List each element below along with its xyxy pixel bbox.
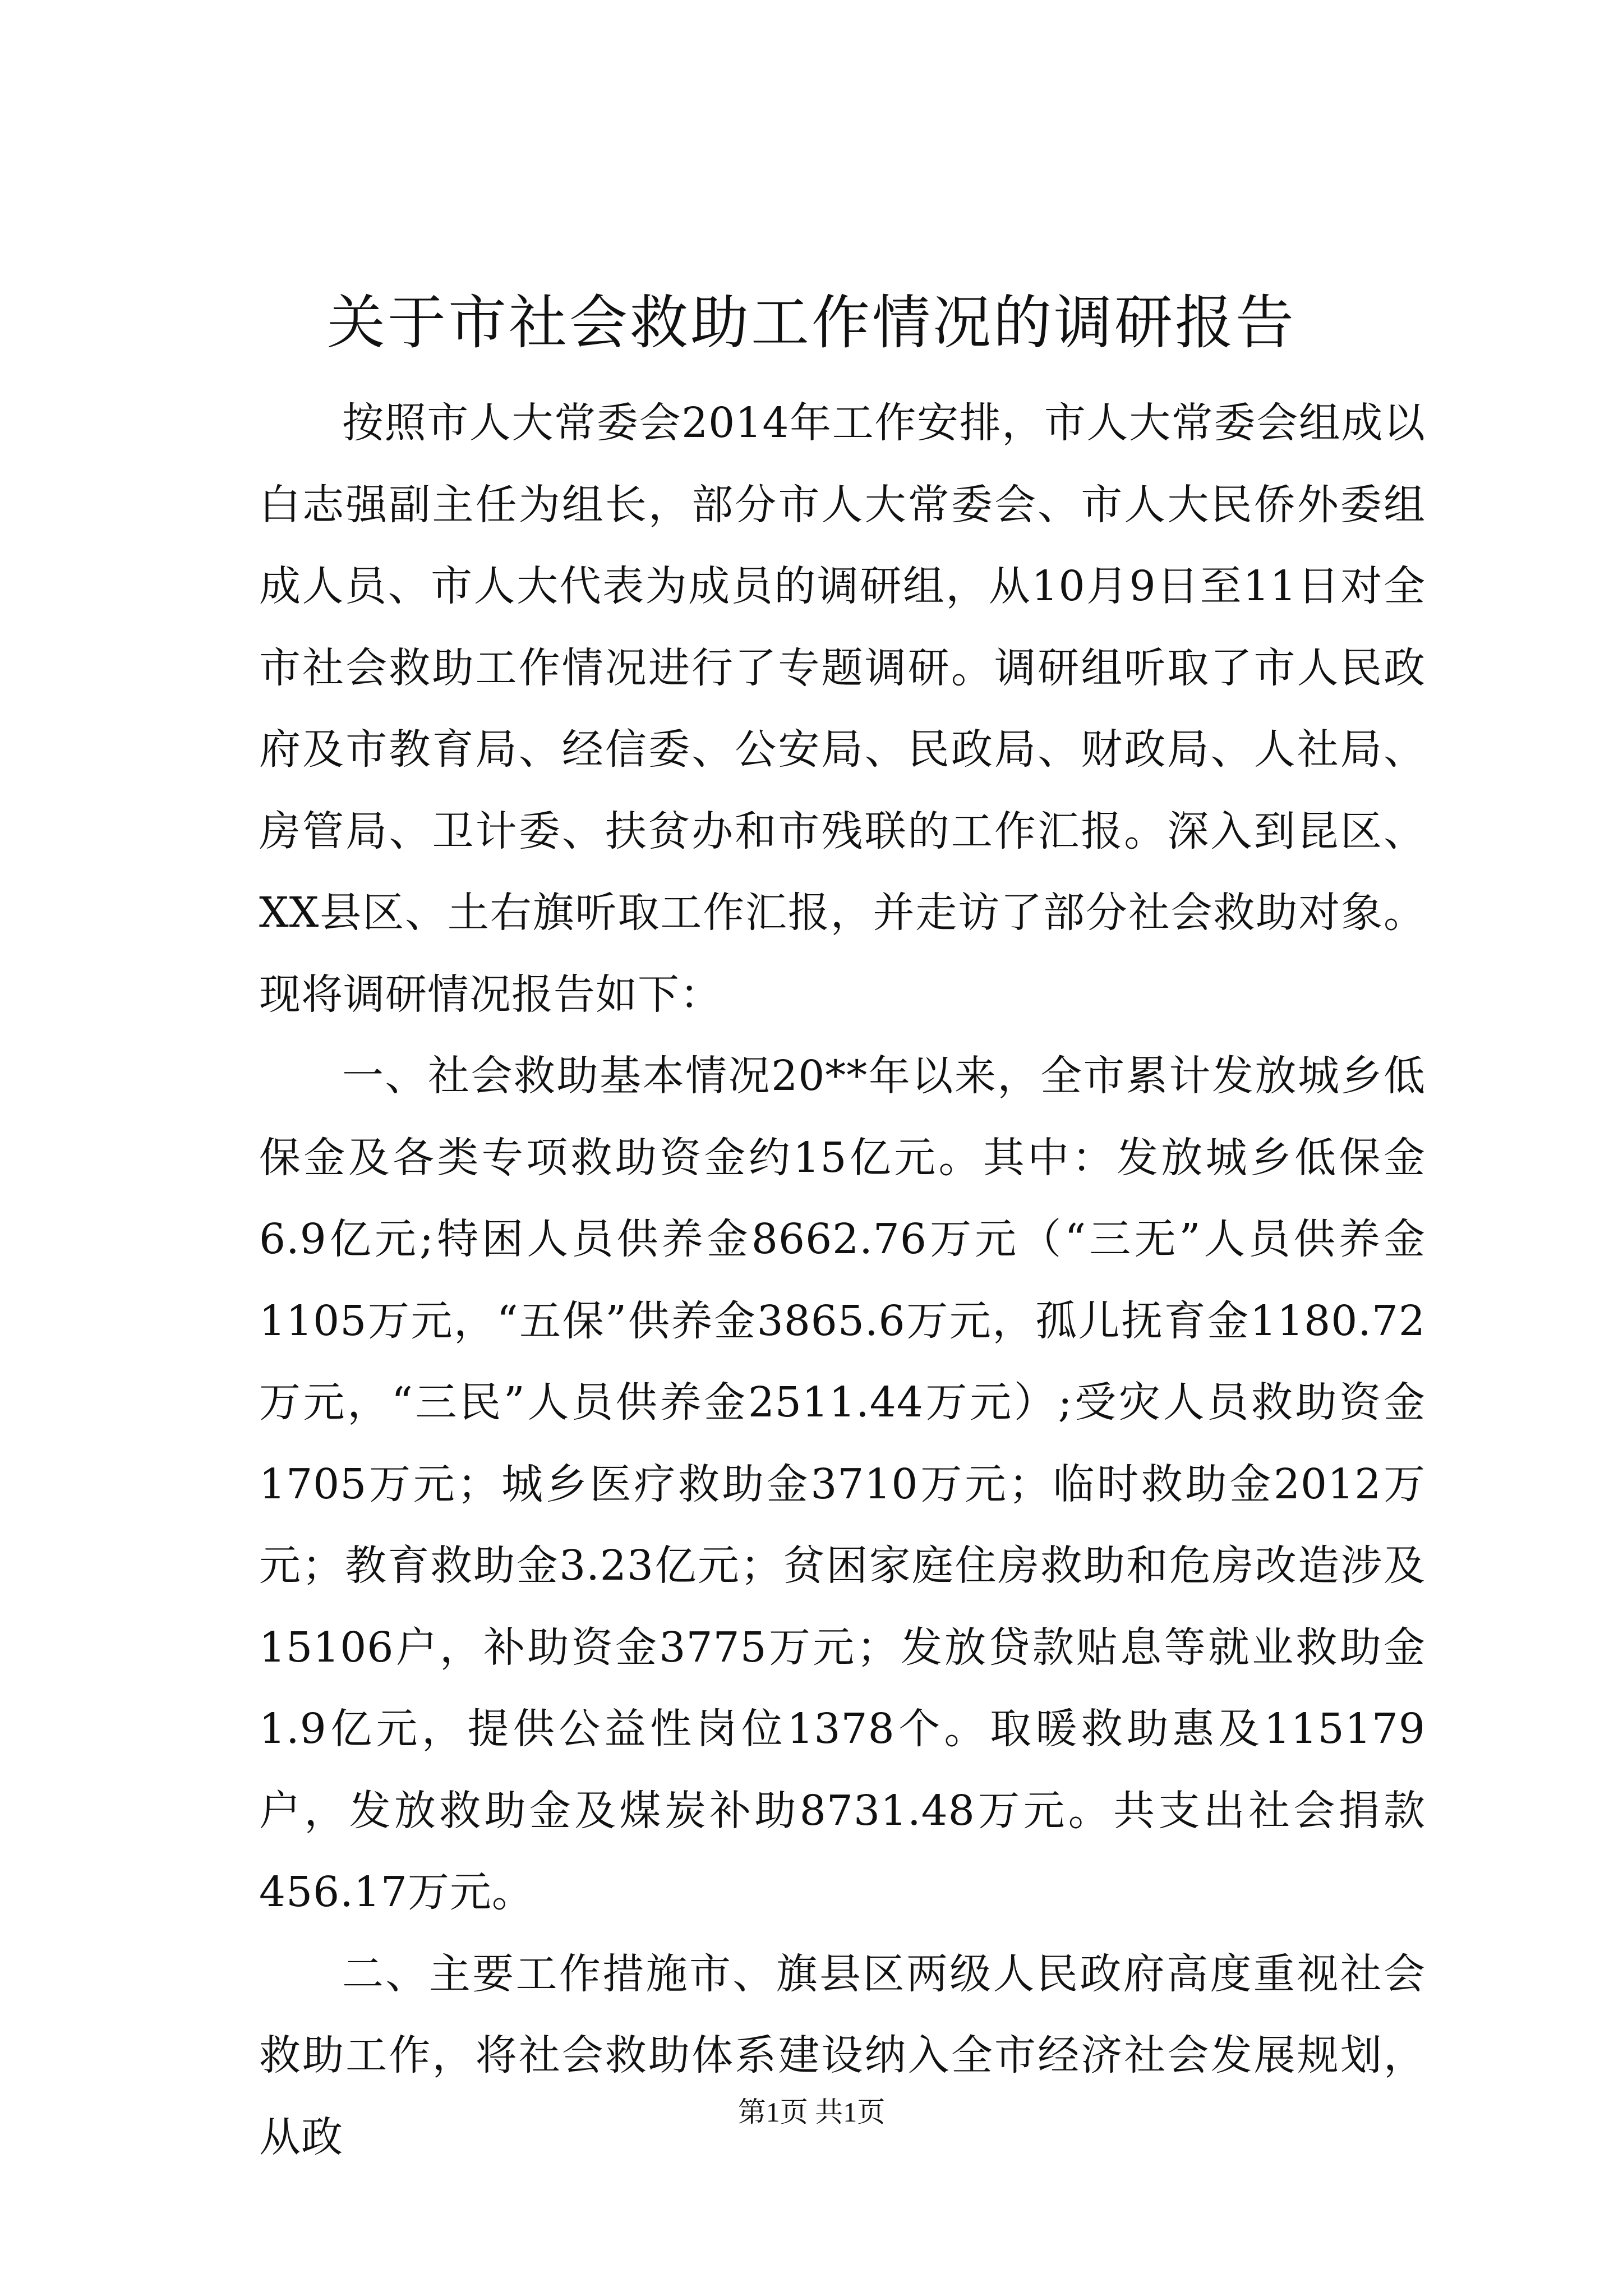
page-footer: 第1页 共1页 <box>737 2096 886 2128</box>
paragraph-section-one: 一、社会救助基本情况20**年以来，全市累计发放城乡低保金及各类专项救助资金约15亿元。其中：发放城乡低保金6.9亿元;特困人员供养金8662.76万元（“三无”人员供养金1105万元，“五保”供养金3865.6万元，孤儿抚育金1180.72万元，“三民”人员供养金2511.44万元）;受灾人员救助资金1705万元；城乡医疗救助金3710万元；临时救助金2012万元；教育救助金3.23亿元；贫困家庭住房救助和危房改造涉及15106户，补助资金3775万元；发放贷款贴息等就业救助金1.9亿元，提供公益性岗位1378个。取暖救助惠及115179户，发放救助金及煤炭补助8731.48万元。共支出社会捐款456.17万元。 <box>259 1052 1426 1916</box>
paragraph-intro: 按照市人大常委会2014年工作安排，市人大常委会组成以白志强副主任为组长，部分市人大常委会、市人大民侨外委组成人员、市人大代表为成员的调研组，从10月9日至11日对全市社会救助工作情况进行了专题调研。调研组听取了市人民政府及市教育局、经信委、公安局、民政局、财政局、人社局、房管局、卫计委、扶贫办和市残联的工作汇报。深入到昆区、XX县区、土右旗听取工作汇报，并走访了部分社会救助对象。现将调研情况报告如下： <box>259 399 1426 1019</box>
document-title: 关于市社会救助工作情况的调研报告 <box>326 288 1296 357</box>
paragraph-section-two: 二、主要工作措施市、旗县区两级人民政府高度重视社会救助工作，将社会救助体系建设纳入全市经济社会发展规划，从政 <box>259 1949 1426 2161</box>
document-body <box>259 383 1426 2178</box>
